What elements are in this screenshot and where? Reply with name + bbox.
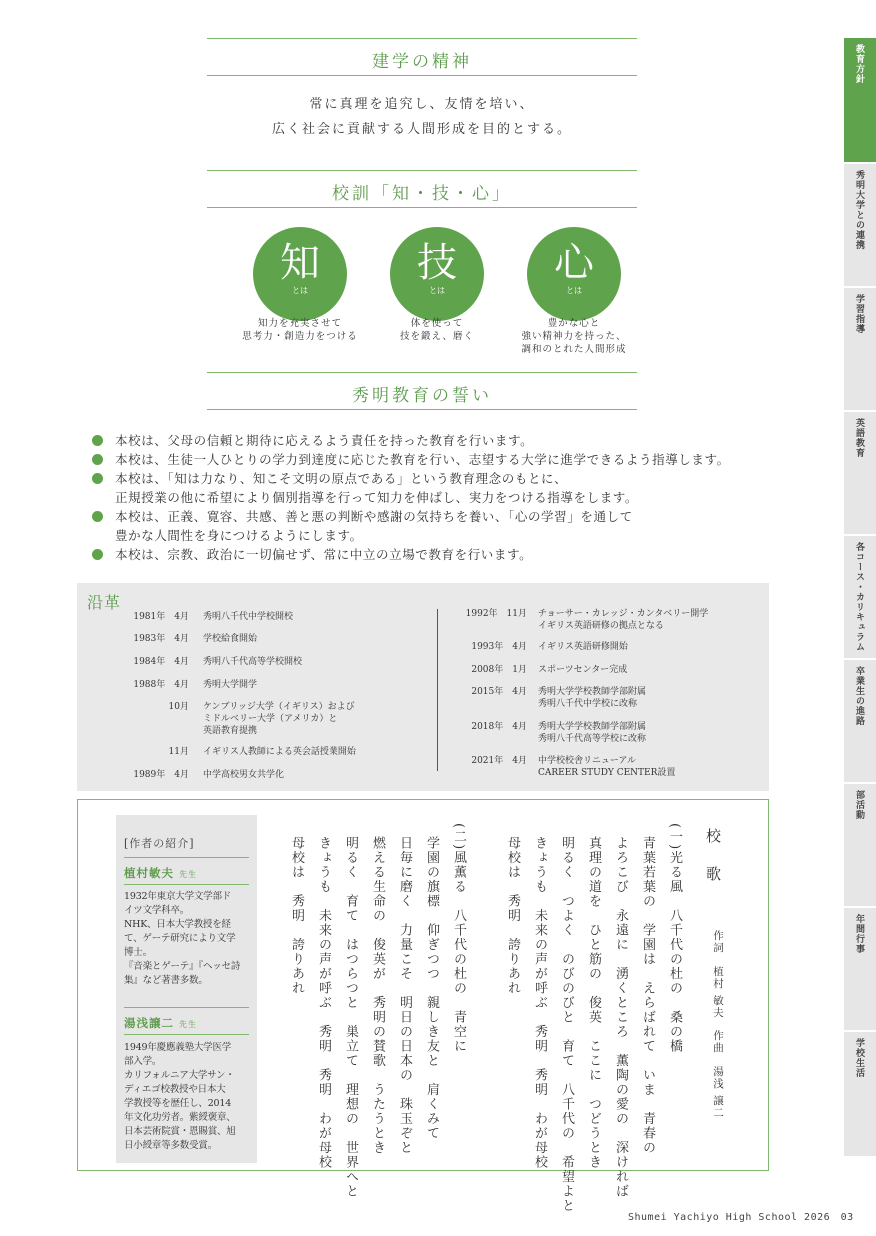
bullet-icon: [92, 454, 103, 465]
motto-kanji: 技: [417, 240, 457, 286]
bio-line: 学教授等を歴任し、2014: [124, 1098, 232, 1109]
history-date: 1988年 4月: [133, 680, 189, 690]
caption-line: 体を使って: [410, 318, 464, 329]
history-date: 1993年 4月: [471, 642, 527, 652]
tab-label: 部活動: [854, 790, 864, 820]
oath-text: 豊かな人間性を身につけるようにします。: [115, 528, 363, 543]
song-verse2-line: 日毎に磨く 力量こそ 明日の日本の 珠玉ぞと: [397, 836, 412, 1155]
song-verse2-line: 明るく 育て はつらつと 巣立て 理想の 世界へと: [343, 836, 358, 1199]
history-date: 1984年 4月: [133, 657, 189, 667]
motto-kanji: 心: [554, 240, 594, 286]
tab-label: 教育方針: [854, 44, 864, 84]
caption-line: 調和のとれた人間形成: [521, 344, 627, 355]
history-date: 2015年 4月: [471, 687, 527, 697]
motto-caption-gi: [357, 317, 517, 343]
oath-item: [92, 507, 782, 545]
tab-label: 年間行事: [854, 914, 864, 954]
caption-line: 知力を充実させて: [257, 318, 342, 329]
history-event: CAREER STUDY CENTER設置: [538, 768, 676, 778]
author-panel: [116, 815, 257, 1163]
bio-line: 日小綬章等多数受賞。: [124, 1140, 218, 1151]
motto-sub: とは: [429, 286, 445, 295]
song-title: 校 歌: [704, 828, 722, 885]
history-event: 秀明大学学校教師学部附属: [538, 687, 647, 697]
history-title: 沿革: [87, 593, 122, 612]
oath-text: 本校は、「知は力なり、知こそ文明の原点である」という教育理念のもとに、: [115, 471, 568, 486]
bullet-icon: [92, 511, 103, 522]
history-event: 秀明大学学校教師学部附属: [538, 722, 647, 732]
song-composer: 作曲 湯浅 譲二: [712, 1030, 724, 1119]
history-event: 秀明八千代高等学校開校: [203, 657, 303, 667]
bullet-icon: [92, 549, 103, 560]
history-divider: [437, 609, 438, 771]
song-verse1-line: 青葉若葉の 学園は えらばれて いま 青春の: [640, 836, 655, 1155]
oath-text: 本校は、宗教、政治に一切偏せず、常に中立の立場で教育を行います。: [115, 547, 533, 562]
bio-line: て、ゲーテ研究により文学: [124, 933, 236, 944]
bio-line: 集』など著書多数。: [124, 975, 208, 986]
song-verse2-line: (二)風薫る 八千代の杜の 青空に: [451, 823, 466, 1054]
caption-line: 技を鍛え、磨く: [399, 331, 475, 342]
divider: [124, 1007, 249, 1008]
history-event: チョーサー・カレッジ・カンタベリー開学: [538, 609, 709, 619]
song-verse2-line: 燃える生命の 俊英が 秀明の賛歌 うたうとき: [370, 836, 385, 1155]
author-bio: [124, 890, 252, 988]
history-date: 2018年 4月: [471, 722, 527, 732]
tab-university-link[interactable]: [844, 164, 876, 286]
bio-line: 部入学。: [124, 1056, 162, 1067]
author-name-text: 湯浅譲二: [124, 1016, 174, 1030]
spirit-line-2: 広く社会に貢献する人間形成を目的とする。: [271, 122, 572, 137]
author-name: [124, 1015, 197, 1031]
song-verse1-line: 真理の道を ひと筋の 俊英 ここに つどうとき: [586, 836, 601, 1170]
tab-clubs[interactable]: [844, 784, 876, 906]
tab-curriculum[interactable]: [844, 536, 876, 658]
history-event: 中学高校男女共学化: [203, 770, 285, 780]
motto-sub: とは: [566, 286, 582, 295]
author-honorific: 先生: [179, 870, 198, 879]
tab-annual-events[interactable]: [844, 908, 876, 1030]
oath-text: 本校は、父母の信頼と期待に応えるよう責任を持った教育を行います。: [115, 433, 534, 448]
history-event: ミドルベリー大学（アメリカ）と: [203, 714, 338, 724]
bullet-icon: [92, 473, 103, 484]
song-lyricist: 作詞 植村 敏夫: [712, 930, 724, 1019]
history-date: 10月: [168, 702, 189, 712]
bio-line: カリフォルニア大学サン・: [124, 1070, 235, 1081]
history-event: ケンブリッジ大学（イギリス）および: [203, 702, 355, 712]
caption-line: 強い精神力を持った、: [521, 331, 627, 342]
bio-line: 『音楽とゲーテ』『ヘッセ詩: [124, 961, 241, 972]
author-name-text: 植村敏夫: [124, 866, 174, 880]
divider: [124, 857, 249, 858]
history-panel: [77, 583, 769, 791]
history-event: 秀明八千代中学校開校: [203, 612, 294, 622]
divider: [124, 884, 249, 885]
bio-line: 博士。: [124, 947, 152, 958]
history-event: 英語教育提携: [203, 726, 258, 736]
history-date: 11月: [168, 747, 189, 757]
motto-circle-gi: [390, 227, 484, 321]
oath-title: 秀明教育の誓い: [352, 386, 492, 406]
bio-line: 1932年東京大学文学部ド: [124, 891, 232, 902]
caption-line: 思考力・創造力をつける: [242, 331, 358, 342]
bio-line: 年文化功労者。紫綬褒章、: [124, 1112, 236, 1123]
history-event: 学校給食開始: [203, 634, 258, 644]
song-verse1-line: きょうも 未来の声が呼ぶ 秀明 秀明 わが母校: [532, 836, 547, 1170]
oath-text: 正規授業の他に希望により個別指導を行って知力を伸ばし、実力をつける指導をします。: [115, 490, 639, 505]
oath-item: [92, 545, 782, 564]
song-verse1-line: 明るく つよく のびのびと 育て 八千代の 希望よと: [559, 836, 574, 1213]
history-event: 秀明八千代高等学校に改称: [538, 734, 647, 744]
history-event: イギリス英語研修の拠点となる: [538, 621, 664, 631]
oath-item: [92, 469, 782, 507]
motto-sub: とは: [292, 286, 308, 295]
motto-title: 校訓「知・技・心」: [332, 184, 512, 204]
tab-graduates[interactable]: [844, 660, 876, 782]
tab-label: 各コース・カリキュラム: [854, 542, 864, 652]
song-verse1-line: よろこび 永遠に 湧くところ 薫陶の愛の 深ければ: [613, 836, 628, 1199]
author-honorific: 先生: [179, 1020, 198, 1029]
author-bio: [124, 1041, 252, 1153]
tab-school-life[interactable]: [844, 1032, 876, 1156]
tab-label: 卒業生の進路: [854, 666, 864, 726]
tab-label: 秀明大学との連携: [854, 170, 864, 250]
song-verse2-line: 学園の旗標 仰ぎつつ 親しき友と 肩くみて: [424, 836, 439, 1141]
history-event: イギリス英語研修開始: [538, 642, 628, 652]
history-event: イギリス人教師による英会話授業開始: [203, 747, 356, 757]
oath-text: 本校は、正義、寛容、共感、善と悪の判断や感謝の気持ちを養い、「心の学習」を通して: [115, 509, 633, 524]
tab-label: 英語教育: [854, 418, 864, 458]
motto-circle-chi: [253, 227, 347, 321]
bio-line: 日本芸術院賞・恩賜賞、旭: [124, 1126, 236, 1137]
history-event: 秀明八千代中学校に改称: [538, 699, 638, 709]
bullet-icon: [92, 435, 103, 446]
oath-text: 本校は、生徒一人ひとりの学力到達度に応じた教育を行い、志望する大学に進学できるよう指導します。: [115, 452, 730, 467]
history-date: 1992年 11月: [465, 609, 527, 619]
bio-line: NHK、日本大学教授を経: [124, 919, 231, 930]
song-verse2-line: きょうも 未来の声が呼ぶ 秀明 秀明 わが母校: [316, 836, 331, 1170]
history-date: 1983年 4月: [133, 634, 189, 644]
history-date: 2021年 4月: [471, 756, 527, 766]
motto-caption-shin: [494, 317, 654, 356]
song-verse1-line: (一)光る風 八千代の杜の 桑の橋: [667, 823, 682, 1054]
page-footer: Shumei Yachiyo High School 2026 03: [628, 1212, 854, 1223]
author-name: [124, 865, 197, 881]
history-date: 2008年 1月: [471, 665, 527, 675]
history-date: 1989年 4月: [133, 770, 189, 780]
motto-kanji: 知: [280, 240, 320, 286]
spirit-title: 建学の精神: [372, 52, 472, 72]
divider: [124, 1034, 249, 1035]
spirit-line-1: 常に真理を追究し、友情を培い、: [309, 97, 535, 112]
history-event: 秀明大学開学: [203, 680, 258, 690]
bio-line: イツ文学科卒。: [124, 905, 190, 916]
tab-study-guidance[interactable]: [844, 288, 876, 410]
oath-item: [92, 450, 782, 469]
caption-line: 豊かな心と: [547, 318, 601, 329]
tab-label: 学習指導: [854, 294, 864, 334]
author-heading: [作者の紹介]: [124, 837, 195, 850]
motto-circle-shin: [527, 227, 621, 321]
bio-line: ディエゴ校教授や日本大: [124, 1084, 226, 1095]
song-verse1-line: 母校は 秀明 誇りあれ: [505, 836, 520, 996]
bio-line: 1949年慶應義塾大学医学: [124, 1042, 232, 1053]
history-event: 中学校校舎リニューアル: [538, 756, 637, 766]
tab-education-policy[interactable]: [844, 38, 876, 162]
song-verse2-line: 母校は 秀明 誇りあれ: [289, 836, 304, 996]
motto-caption-chi: [220, 317, 380, 343]
tab-english[interactable]: [844, 412, 876, 534]
history-event: スポーツセンター完成: [538, 665, 628, 675]
oath-item: [92, 431, 782, 450]
tab-label: 学校生活: [854, 1038, 864, 1078]
history-date: 1981年 4月: [133, 612, 189, 622]
